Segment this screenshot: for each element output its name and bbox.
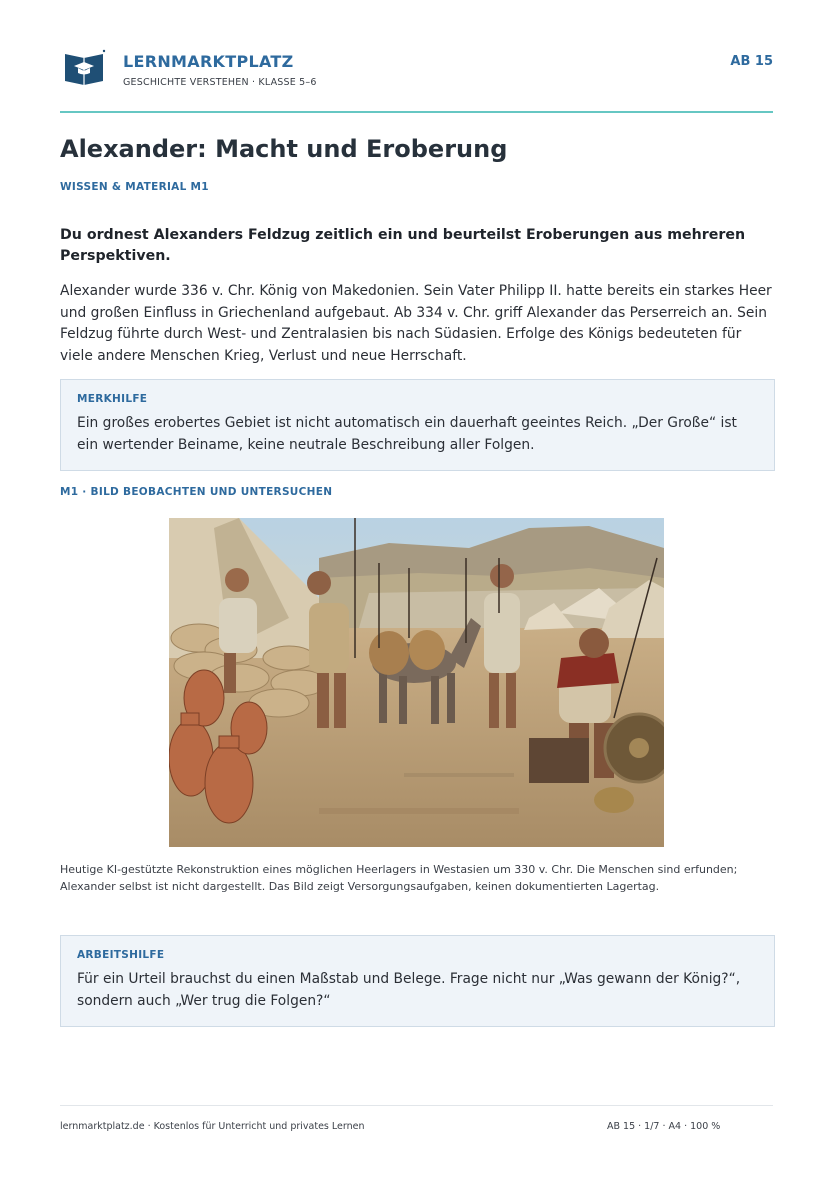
footer-page-info: AB 15 · 1/7 · A4 · 100 % bbox=[607, 1121, 721, 1132]
header-divider bbox=[60, 111, 773, 113]
merkhilfe-text: Ein großes erobertes Gebiet ist nicht automatisch ein dauerhaft geeintes Reich. „Der Große“ ist ein wertender Beiname, keine neutrale Beschreibung aller Folgen. bbox=[77, 415, 737, 453]
material-label: M1 · BILD BEOBACHTEN UND UNTERSUCHEN bbox=[60, 486, 333, 498]
arbeitshilfe-box bbox=[60, 935, 775, 1027]
graduation-book-logo bbox=[62, 48, 106, 86]
army-camp-photo bbox=[169, 518, 664, 847]
arbeitshilfe-label: ARBEITSHILFE bbox=[77, 949, 165, 961]
footer-site: lernmarktplatz.de · Kostenlos für Unterricht und privates Lernen bbox=[60, 1121, 365, 1132]
sheet-id: AB 15 bbox=[730, 54, 773, 69]
brand-subtitle: GESCHICHTE VERSTEHEN · KLASSE 5–6 bbox=[123, 77, 317, 88]
merkhilfe-box bbox=[60, 379, 775, 471]
section-label: WISSEN & MATERIAL M1 bbox=[60, 181, 209, 193]
image-caption: Heutige KI-gestützte Rekonstruktion eines möglichen Heerlagers in Westasien um 330 v. Chr. Die Menschen sind erfunden; Alexander selbst ist nicht dargestellt. Das Bild zeigt Versorgungsaufgaben, keinen dokumentierten Lagertag. bbox=[60, 863, 738, 893]
page-header bbox=[60, 46, 773, 92]
learning-goal: Du ordnest Alexanders Feldzug zeitlich ein und beurteilst Eroberungen aus mehreren Perspektiven. bbox=[60, 227, 746, 264]
brand-name: LERNMARKTPLATZ bbox=[123, 52, 294, 71]
footer-divider bbox=[60, 1105, 773, 1106]
page-title: Alexander: Macht und Eroberung bbox=[60, 135, 508, 163]
intro-text: Alexander wurde 336 v. Chr. König von Makedonien. Sein Vater Philipp II. hatte bereits ein starkes Heer und großen Einfluss in Griechenland aufgebaut. Ab 334 v. Chr. griff Alexander das Perserreich an. Sein Feldzug führte durch West- und Zentralasien bis nach Südasien. Erfolge des Königs bedeuteten für viele andere Menschen Krieg, Verlust und neue Herrschaft. bbox=[60, 283, 772, 364]
merkhilfe-label: MERKHILFE bbox=[77, 393, 148, 405]
arbeitshilfe-text: Für ein Urteil brauchst du einen Maßstab und Belege. Frage nicht nur „Was gewann der König?“, sondern auch „Wer trug die Folgen?“ bbox=[77, 971, 741, 1009]
